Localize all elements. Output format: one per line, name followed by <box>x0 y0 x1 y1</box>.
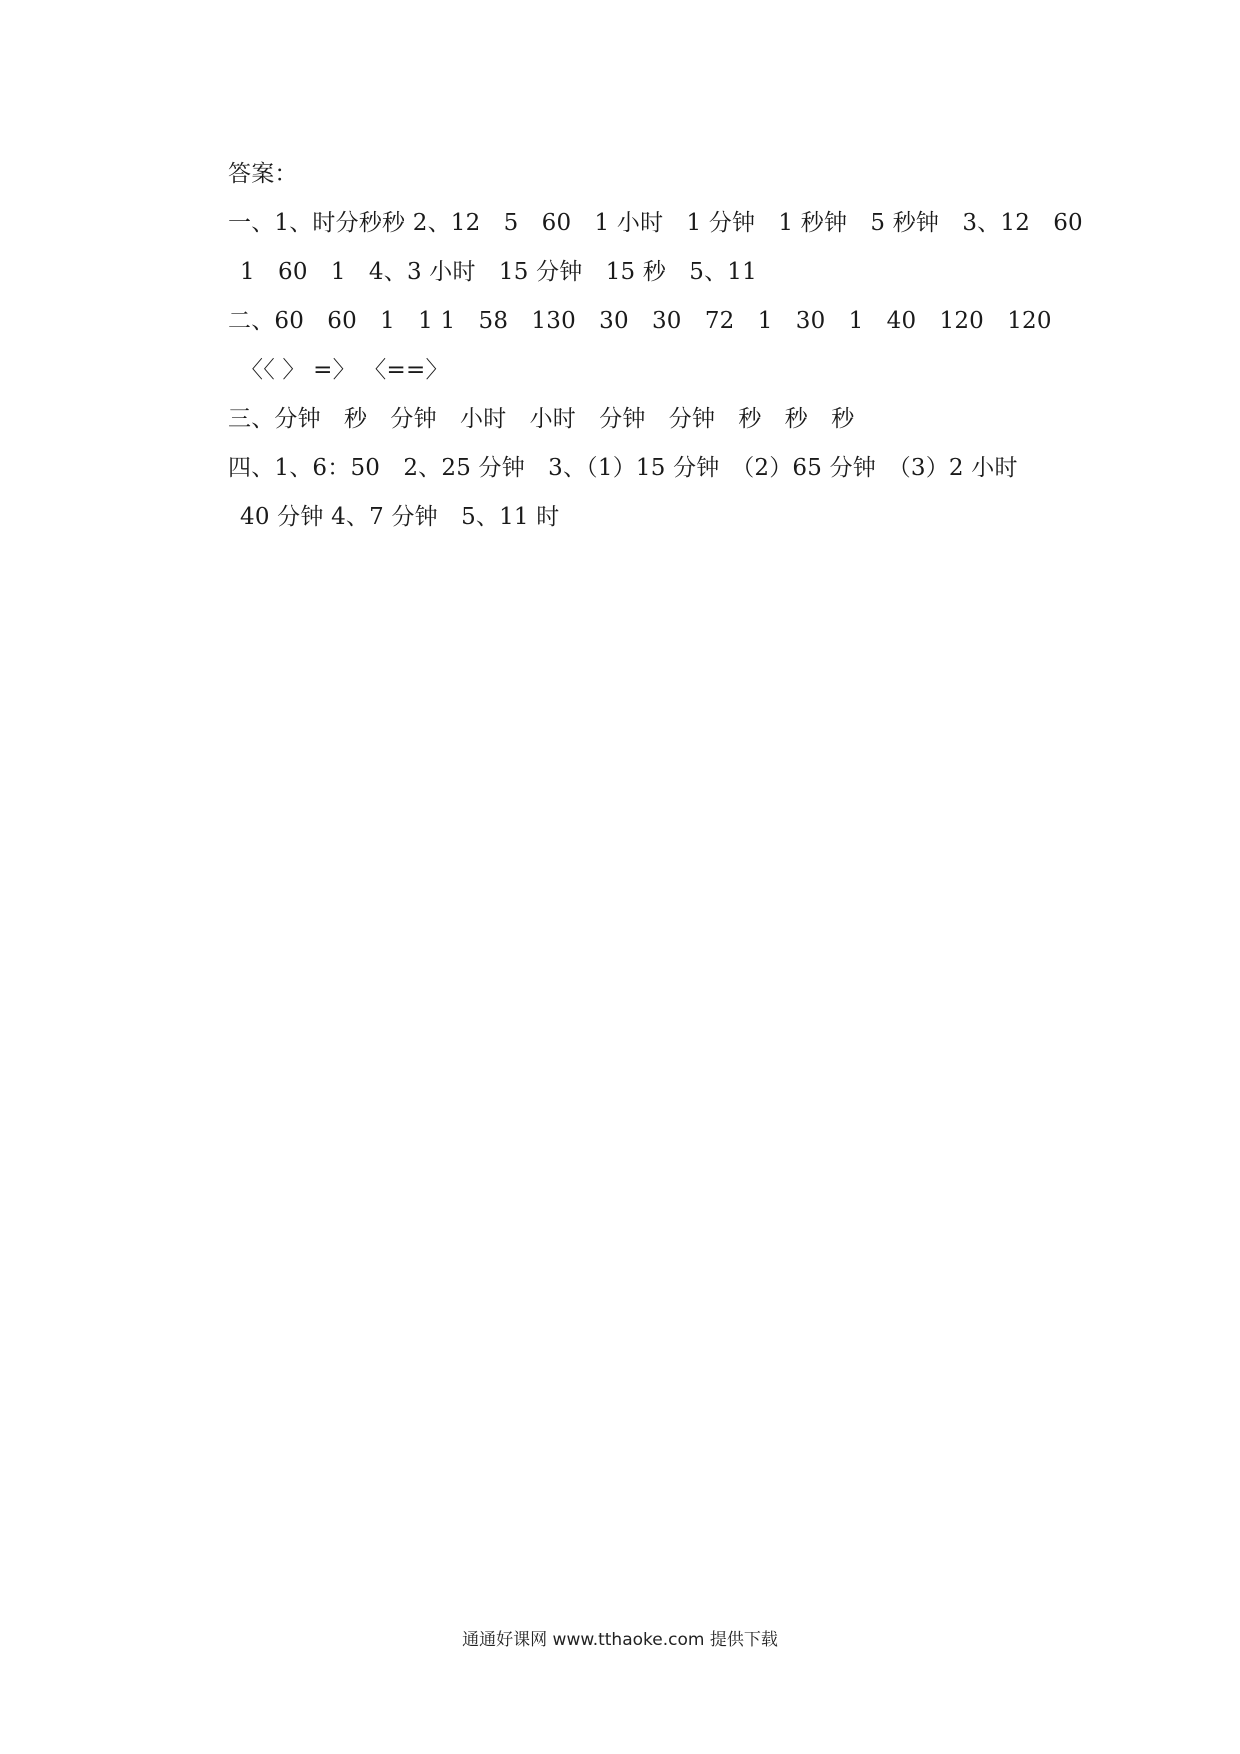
answer-line-1-continued: 1 60 1 4、3 小时 15 分钟 15 秒 5、11 <box>240 259 757 285</box>
answer-line-3: 三、分钟 秒 分钟 小时 小时 分钟 分钟 秒 秒 秒 <box>228 406 855 432</box>
answer-line-2-continued: 〈〈 〉 =〉 〈==〉 <box>240 357 449 383</box>
answer-section <box>228 150 1083 542</box>
answer-line-1: 一、1、时分秒秒 2、12 5 60 1 小时 1 分钟 1 秒钟 5 秒钟 3、12 60 <box>228 210 1083 236</box>
answer-line-4: 四、1、6：50 2、25 分钟 3、（1）15 分钟 （2）65 分钟 （3）2 小时 <box>228 455 1018 481</box>
answer-line-2: 二、60 60 1 1 1 58 130 30 30 72 1 30 1 40 120 120 <box>228 308 1052 334</box>
answer-line-4-continued: 40 分钟 4、7 分钟 5、11 时 <box>240 504 560 530</box>
answer-heading: 答案： <box>228 161 298 187</box>
footer-credit: 通通好课网 www.tthaoke.com 提供下载 <box>462 1630 778 1650</box>
